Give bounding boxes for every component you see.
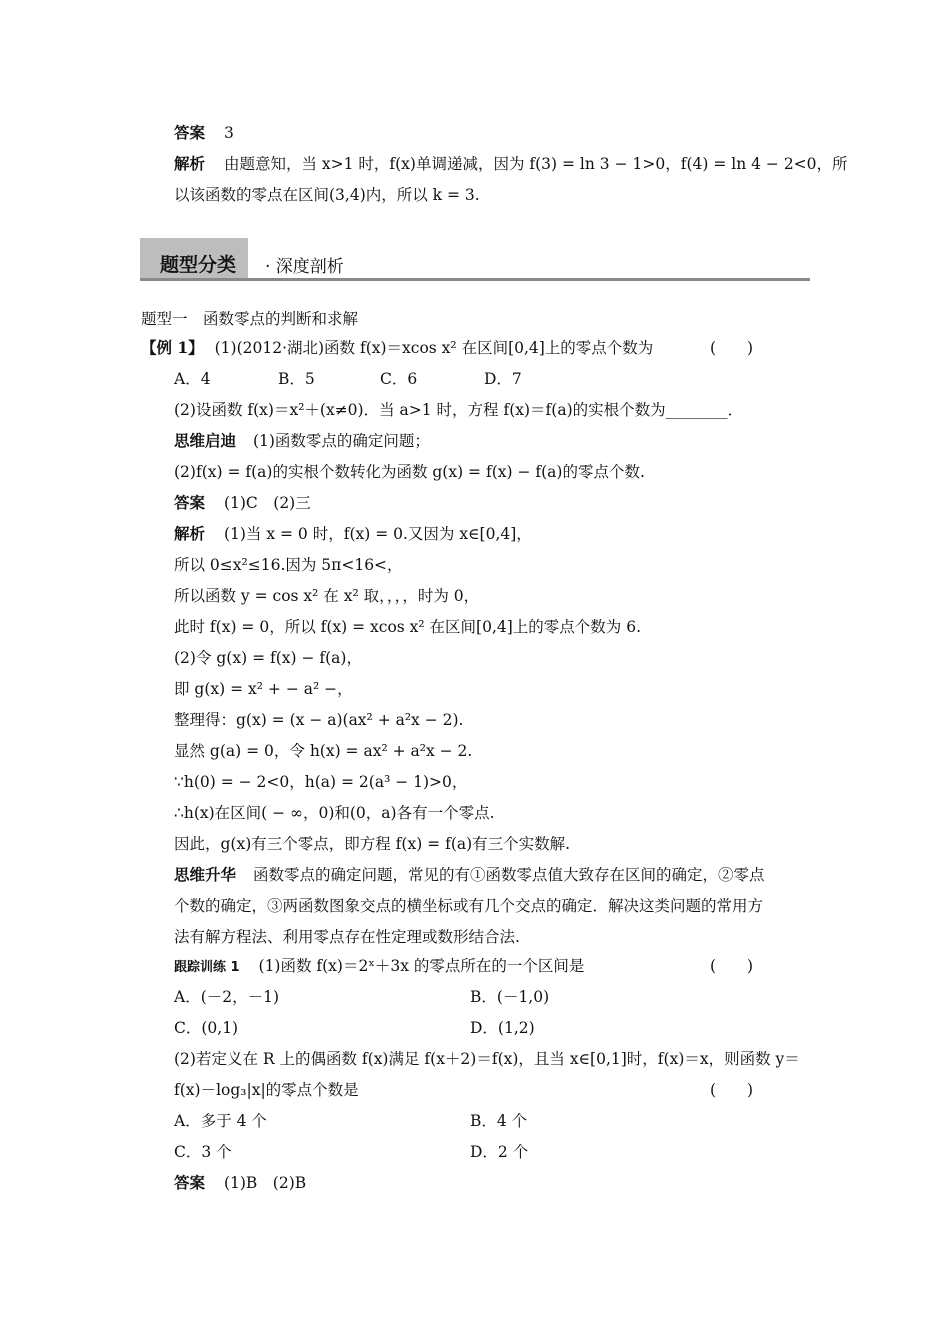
practice-label: 跟踪训练 1 (174, 960, 240, 975)
option-d: D．(1,2) (470, 1019, 535, 1037)
summary-text-cont: 个数的确定，③两函数图象交点的横坐标或有几个交点的确定．解决这类问题的常用方 (174, 897, 764, 915)
question-text: (1)函数 f(x)＝2ˣ＋3x 的零点所在的一个区间是 (258, 957, 585, 975)
option-c: C．3 个 (174, 1143, 232, 1161)
option-d: D．2 个 (470, 1143, 529, 1161)
analysis-line: ∴h(x)在区间( − ∞，0)和(0，a)各有一个零点. (174, 804, 495, 822)
practice-answer-row (174, 1172, 306, 1194)
summary-label: 思维升华 (174, 865, 237, 884)
option-a: A．多于 4 个 (174, 1112, 267, 1130)
analysis-line: 此时 f(x) = 0，所以 f(x) = xcos x² 在区间[0,4]上的零点个数为 6. (174, 618, 642, 636)
practice-1-question-2-cont: f(x)－log₃|x|的零点个数是 (174, 1081, 359, 1099)
analysis-line: (2)令 g(x) = f(x) − f(a)， (174, 649, 362, 667)
practice-1-question-2: (2)若定义在 R 上的偶函数 f(x)满足 f(x＋2)＝f(x)，且当 x∈[0,1]时，f(x)＝x，则函数 y＝ (174, 1050, 800, 1068)
option-b: B．(－1,0) (470, 988, 550, 1006)
analysis-label: 解析 (174, 524, 206, 543)
section-heading: 题型一 函数零点的判断和求解 (141, 310, 359, 328)
practice-1-question-1 (174, 955, 584, 979)
section-banner (140, 238, 810, 282)
summary-text-cont: 法有解方程法、利用零点存在性定理或数形结合法. (174, 928, 520, 946)
analysis-text-cont: 以该函数的零点在区间(3,4)内，所以 k = 3. (174, 186, 480, 204)
answer-paren: ( ) (710, 957, 754, 975)
answer-paren: ( ) (710, 1081, 754, 1099)
option-d: D．7 (484, 370, 522, 388)
idea-row (174, 430, 430, 452)
example-analysis-row (174, 523, 532, 545)
example-1-question-2: (2)设函数 f(x)＝x²＋(x≠0)．当 a>1 时，方程 f(x)＝f(a)的实根个数为________． (174, 401, 744, 419)
answer-value: 3 (223, 124, 234, 142)
option-a: A．(－2，－1) (174, 988, 280, 1006)
analysis-line: 因此，g(x)有三个零点，即方程 f(x) = f(a)有三个实数解. (174, 835, 571, 853)
analysis-row (174, 153, 848, 175)
answer-row (174, 122, 234, 144)
option-c: C．(0,1) (174, 1019, 239, 1037)
answer-label: 答案 (174, 493, 206, 512)
analysis-line: ∵h(0) = − 2<0，h(a) = 2(a³ − 1)>0， (174, 773, 468, 791)
analysis-text: 由题意知，当 x>1 时，f(x)单调递减，因为 f(3) = ln 3 − 1>0，f(4) = ln 4 − 2<0，所 (223, 155, 848, 173)
answer-label: 答案 (174, 1173, 206, 1192)
analysis-line: 所以函数 y = cos x² 在 x² 取，，，，时为 0， (174, 587, 480, 605)
banner-rule (140, 278, 810, 281)
analysis-line: 所以 0≤x²≤16.因为 5π<16<， (174, 556, 403, 574)
option-a: A．4 (174, 370, 211, 388)
analysis-label: 解析 (174, 154, 206, 173)
summary-text: 函数零点的确定问题，常见的有①函数零点值大致存在区间的确定，②零点 (252, 866, 765, 884)
banner-subtitle: · 深度剖析 (265, 257, 344, 277)
option-b: B．4 个 (470, 1112, 528, 1130)
idea-text-cont: (2)f(x) = f(a)的实根个数转化为函数 g(x) = f(x) − f(a)的零点个数. (174, 463, 645, 481)
example-label: 【例 1】 (141, 338, 204, 357)
analysis-line: 即 g(x) = x² + − a² −， (174, 680, 353, 698)
summary-row (174, 864, 764, 886)
answer-value: (1)C (2)三 (223, 494, 311, 512)
answer-paren: ( ) (710, 339, 754, 357)
option-c: C．6 (380, 370, 418, 388)
option-b: B．5 (278, 370, 315, 388)
idea-label: 思维启迪 (174, 431, 237, 450)
answer-label: 答案 (174, 123, 206, 142)
analysis-line: (1)当 x = 0 时，f(x) = 0.又因为 x∈[0,4]， (223, 525, 532, 543)
example-answer-row (174, 492, 311, 514)
banner-title: 题型分类 (160, 254, 237, 276)
example-1-question-1 (141, 337, 653, 359)
analysis-line: 显然 g(a) = 0，令 h(x) = ax² + a²x − 2. (174, 742, 473, 760)
answer-value: (1)B (2)B (223, 1174, 307, 1192)
question-text: (1)(2012·湖北)函数 f(x)＝xcos x² 在区间[0,4]上的零点个数为 (214, 339, 654, 357)
analysis-line: 整理得：g(x) = (x − a)(ax² + a²x − 2). (174, 711, 464, 729)
idea-text: (1)函数零点的确定问题； (252, 432, 430, 450)
